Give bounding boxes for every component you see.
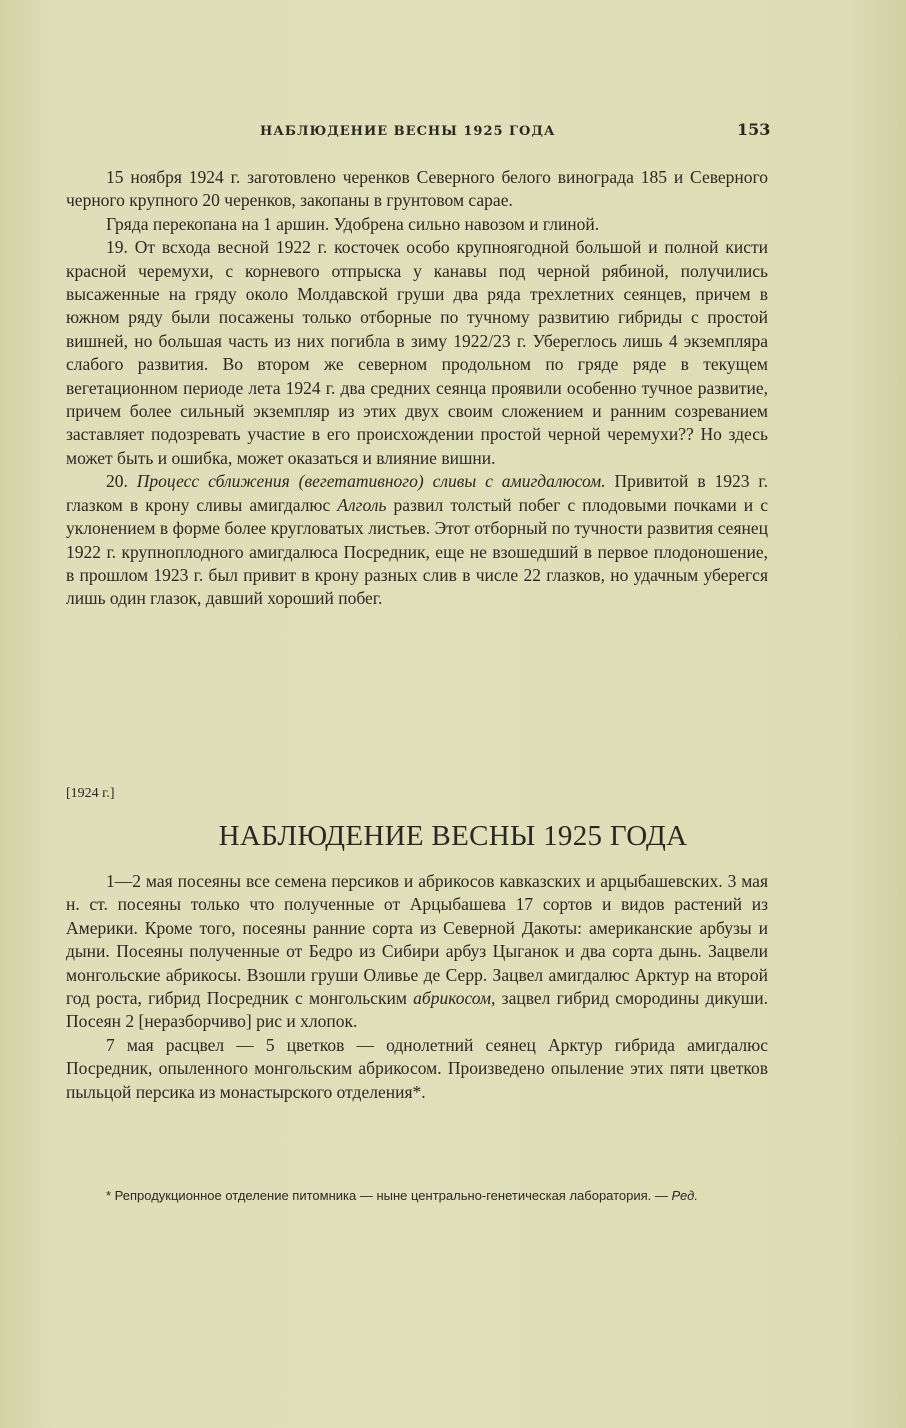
paragraph: 19. От всхода весной 1922 г. косточек особо крупноягодной большой и полной кисти красной черемухи, с корневого отпрыска у канавы под черной рябиной, получились высаженные на гряду около Молдавской груши два ряда трехлетних сеянцев, причем в южном ряду были посажены только отборные по тучному развитию гибриды с простой вишней, но большая часть из них погибла в зиму 1922/23 г. Уберeглось лишь 4 экземпляра слабого развития. Во втором же северном продольном по гряде ряде в текущем вегетационном периоде лета 1924 г. два средних сеянца проявили особенно тучное развитие, причем более сильный экземпляр из этих двух своим сложением и ранним созреванием заставляет подозревать участие в его происхождении простой черной черемухи?? Но здесь может быть и ошибка, может оказаться и влияние вишни. [66,237,768,468]
section-title: НАБЛЮДЕНИЕ ВЕСНЫ 1925 ГОДА [218,820,688,852]
text-span: развил толстый побег с плодовыми почками и с уклонением в форме более кругловатых листьев. Этот отборный по тучности развития сеянец 1922 г. крупноплодного амигдалюса Посредник, еще не взошедший в первое плодоношение, в прошлом 1923 г. был привит в крону разных слив в числе 22 глазков, но удачным уберегся лишь один глазок, давший хороший побег. [66,494,768,609]
footnote-text: * Репродукционное отделение питомника — ныне центрально-генетическая лаборатория. — [106,1188,672,1203]
page-number: 153 [737,120,771,139]
text-block-2 [66,870,768,1104]
paragraph: 7 мая расцвел — 5 цветков — однолетний сеянец Арктур гибрида амигдалюс Посредник, опыленного монгольским абрикосом. Произведено опыление этих пяти цветков пыльцой персика из монастырского отделения*. [66,1034,768,1102]
item-title: Процесс сближения (вегетативного) сливы с амигдалюсом. [136,471,606,492]
item-number: 20. [106,471,137,492]
footnote [66,1187,768,1204]
paragraph [66,870,768,1034]
italic-word: абрикосом, [413,988,496,1009]
paragraph: Гряда перекопана на 1 аршин. Удобрена сильно навозом и глиной. [106,213,600,234]
text-block-1 [66,166,768,611]
variety-name: Алголь [337,494,387,515]
text-span: зацвел гибрид смородины дикуши. Посеян 2 [неразборчиво] рис и хлопок. [66,988,768,1032]
paragraph: 15 ноября 1924 г. заготовлено черенков Северного белого винограда 185 и Северного черного крупного 20 черенков, закопаны в грунтовом сарае. [66,167,768,211]
running-head: НАБЛЮДЕНИЕ ВЕСНЫ 1925 ГОДА [260,124,556,139]
footnote-editor: Ред. [671,1188,698,1203]
paragraph-20 [66,470,768,610]
date-note: [1924 г.] [66,786,115,801]
text-span: Привитой в 1923 г. глазком в крону сливы амигдалюс [66,471,768,515]
text-span: 1—2 мая посеяны все семена персиков и абрикосов кавказских и арцыбашевских. 3 мая н. ст. посеяны только что полученные от Арцыбашева 17 сортов и видов растений из Америки. Кроме того, посеяны ранние сорта из Северной Дакоты: американские арбузы и дыни. Посеяны полученные от Бедро из Сибири арбуз Цыганок и два сорта дынь. Зацвели монгольские абрикосы. Взошли груши Оливье де Серр. Зацвел амигдалюс Арктур на второй год роста, гибрид Посредник с монгольским [66,871,768,1009]
